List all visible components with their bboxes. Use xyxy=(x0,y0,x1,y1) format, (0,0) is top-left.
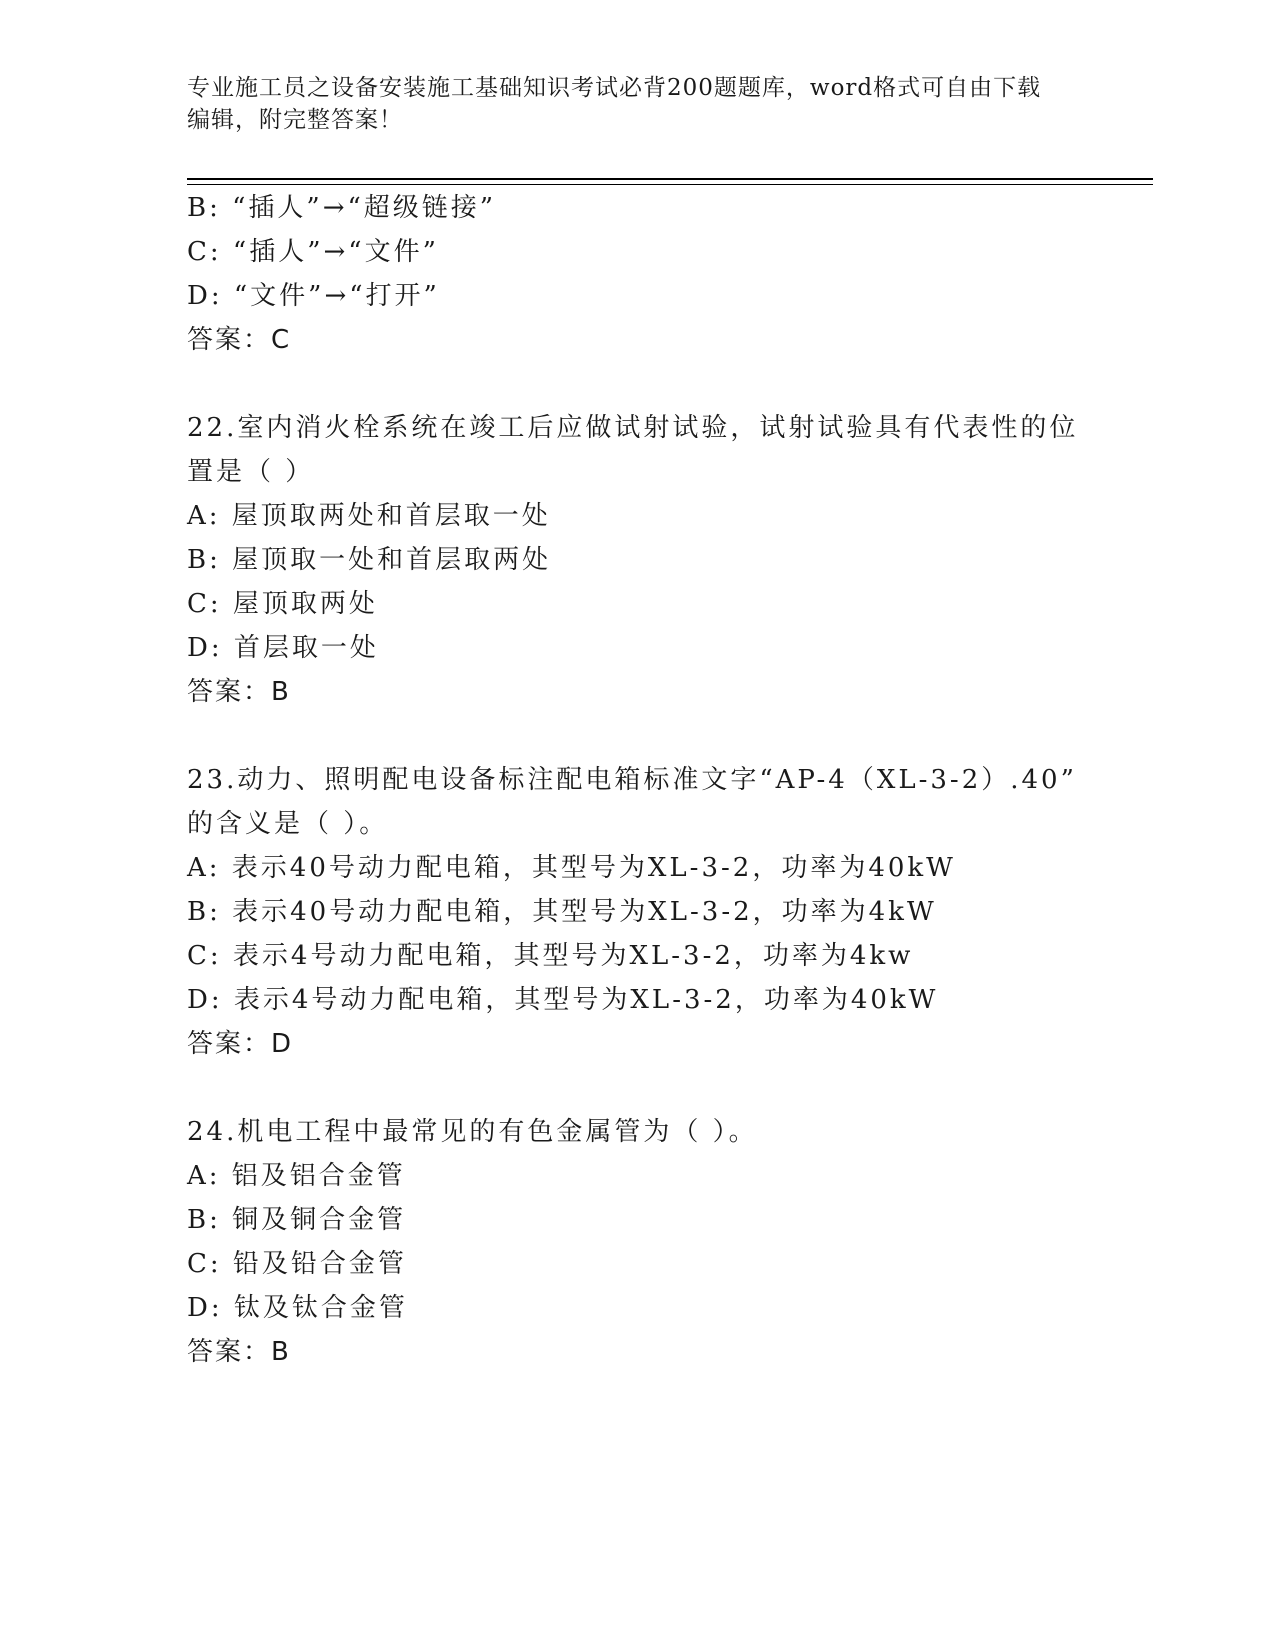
option-line: D: “文件”→“打开” xyxy=(187,281,440,311)
header-rule-thick xyxy=(187,178,1153,180)
option-line: C: 屋顶取两处 xyxy=(187,589,378,619)
option-line: D: 首层取一处 xyxy=(187,633,379,663)
option-line: B: 表示40号动力配电箱，其型号为XL-3-2，功率为4kW xyxy=(187,897,937,927)
option-line: C: 铅及铅合金管 xyxy=(187,1249,407,1279)
document-header xyxy=(187,72,1077,136)
option-line: D: 钛及钛合金管 xyxy=(187,1293,408,1323)
option-line: B: 铜及铜合金管 xyxy=(187,1205,407,1235)
answer-line: 答案：C xyxy=(187,325,292,355)
option-line: A: 铝及铝合金管 xyxy=(187,1161,406,1191)
question-stem: 22.室内消火栓系统在竣工后应做试射试验，试射试验具有代表性的位 xyxy=(187,413,1079,443)
header-line-2: 编辑，附完整答案！ xyxy=(187,107,403,133)
option-line: B: 屋顶取一处和首层取两处 xyxy=(187,545,552,575)
option-line: B: “插人”→“超级链接” xyxy=(187,193,497,223)
answer-line: 答案：D xyxy=(187,1029,294,1059)
answer-line: 答案：B xyxy=(187,1337,291,1367)
header-rule-thin xyxy=(187,184,1153,185)
option-line: C: “插人”→“文件” xyxy=(187,237,439,267)
question-stem: 24.机电工程中最常见的有色金属管为（ ）。 xyxy=(187,1117,758,1147)
option-line: A: 屋顶取两处和首层取一处 xyxy=(187,501,551,531)
question-stem: 的含义是（ ）。 xyxy=(187,809,389,839)
question-stem: 置是（ ） xyxy=(187,457,315,487)
option-line: C: 表示4号动力配电箱，其型号为XL-3-2，功率为4kw xyxy=(187,941,914,971)
option-line: D: 表示4号动力配电箱，其型号为XL-3-2，功率为40kW xyxy=(187,985,939,1015)
question-stem: 23.动力、照明配电设备标注配电箱标准文字“AP-4（XL-3-2）.40” xyxy=(187,765,1077,795)
header-line-1: 专业施工员之设备安装施工基础知识考试必背200题题库，word格式可自由下载 xyxy=(187,75,1042,101)
option-line: A: 表示40号动力配电箱，其型号为XL-3-2，功率为40kW xyxy=(187,853,956,883)
answer-line: 答案：B xyxy=(187,677,291,707)
